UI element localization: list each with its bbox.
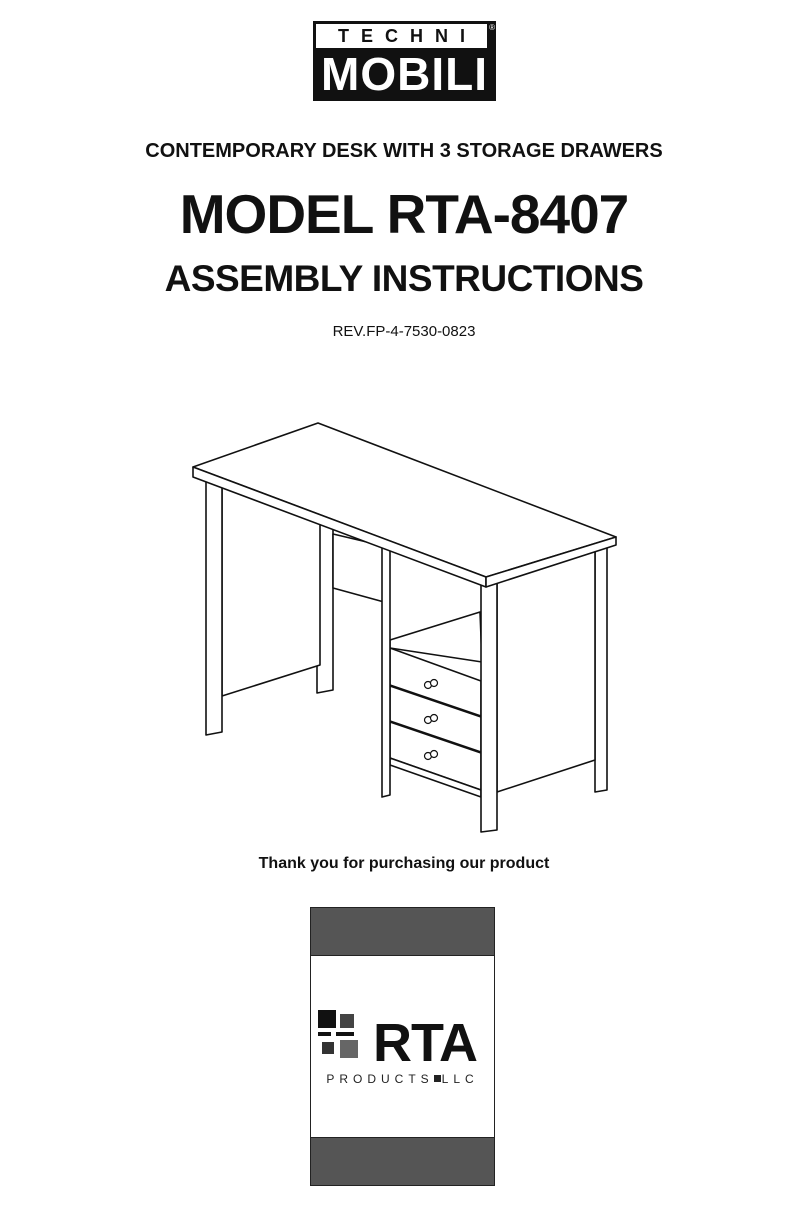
- assembly-heading: ASSEMBLY INSTRUCTIONS: [164, 258, 644, 299]
- desk-illustration: [186, 418, 624, 838]
- rta-sub-right: LLC: [441, 1072, 479, 1086]
- product-subtitle: CONTEMPORARY DESK WITH 3 STORAGE DRAWERS: [145, 140, 663, 162]
- revision-code: REV.FP-4-7530-0823: [332, 323, 476, 340]
- logo-top-band: [316, 24, 487, 48]
- rta-top-band: [311, 908, 494, 956]
- logo-bottom-text: MOBILI: [321, 48, 488, 100]
- registered-mark: ®: [489, 23, 495, 32]
- techni-mobili-logo: [313, 21, 496, 101]
- thank-you-message: Thank you for purchasing our product: [258, 855, 550, 872]
- rta-bottom-band: [311, 1137, 494, 1185]
- rta-squares-icon: [316, 1008, 376, 1068]
- rta-sub-left: PRODUCTS: [326, 1072, 434, 1086]
- logo-top-text: TECHNI: [338, 26, 477, 46]
- model-title: MODEL RTA-8407: [179, 183, 629, 245]
- rta-sub-separator: [434, 1075, 441, 1082]
- rta-brand-sub: [311, 1072, 494, 1086]
- rta-brand-name: RTA: [373, 1013, 477, 1073]
- rta-products-logo: [310, 907, 495, 1186]
